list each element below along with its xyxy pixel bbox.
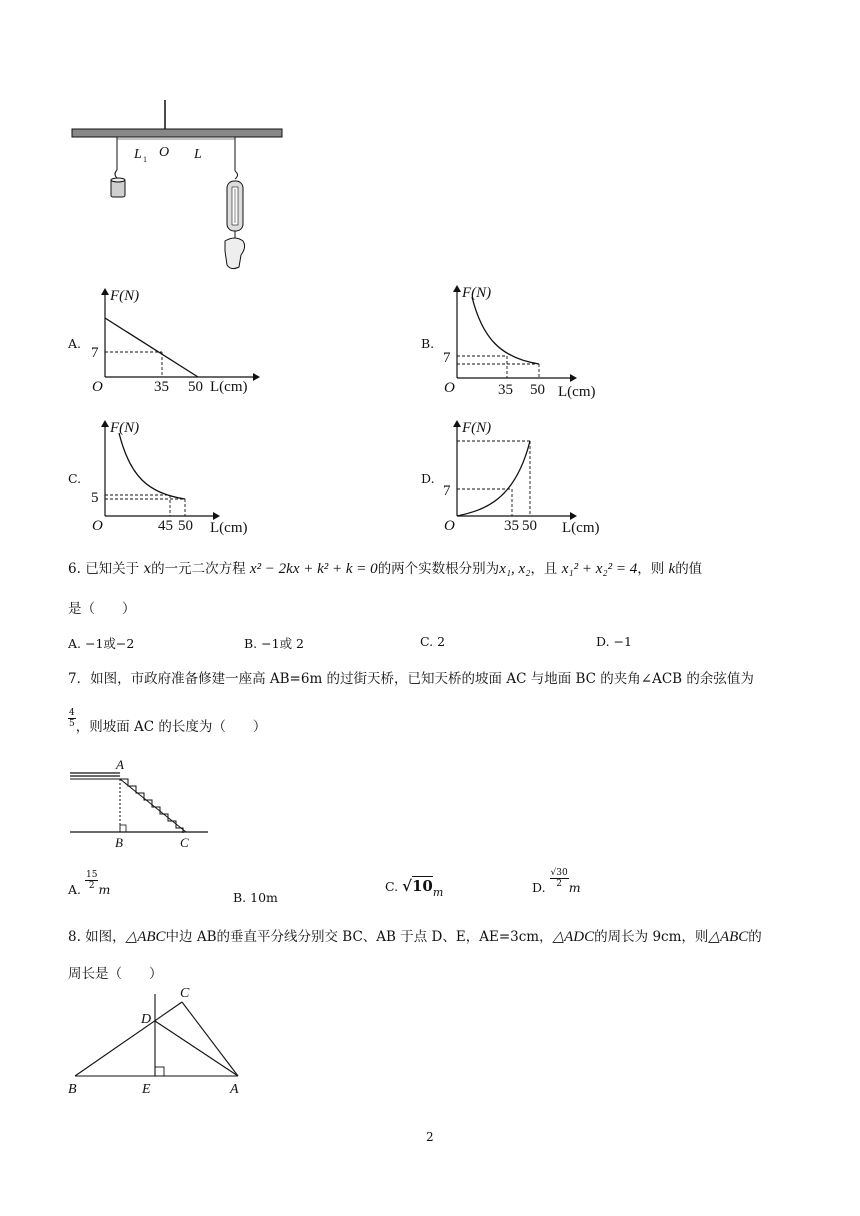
svg-text:O: O	[444, 518, 455, 534]
lever-label-o: O	[159, 145, 170, 160]
graph-a	[88, 285, 268, 397]
graph-c	[88, 415, 268, 535]
svg-text:B: B	[115, 835, 123, 850]
q6-line2: 是（ ）	[68, 601, 136, 617]
q7-line2: $\frac{4}{5}$ $_{,则坡面 AC 的长度为( )}$	[69, 708, 267, 735]
q7-option-a[interactable]: A. $\frac{15}{2}$ m	[68, 870, 111, 897]
page-number: 2	[426, 1130, 434, 1144]
graph-b	[440, 282, 620, 400]
svg-text:35: 35	[498, 382, 513, 398]
q8-triangle-figure	[62, 982, 262, 1102]
svg-text:C: C	[180, 986, 190, 1001]
svg-text:7: 7	[443, 350, 451, 366]
q6-equation: x² − 2kx + k² + k = 0	[249, 561, 378, 577]
svg-text:50: 50	[178, 518, 193, 534]
svg-text:A: A	[116, 758, 124, 772]
q8-line2: 周长是（ ）	[68, 966, 163, 982]
svg-text:45: 45	[158, 518, 173, 534]
svg-text:O: O	[444, 380, 455, 396]
graph-a-option: A.	[68, 336, 82, 351]
q6-roots: x₁, x₂	[499, 561, 531, 577]
q8-triangle-adc: △ADC	[552, 929, 595, 945]
svg-text:D: D	[141, 1012, 152, 1027]
svg-text:A: A	[230, 1082, 239, 1097]
q6-option-a[interactable]: A. −1或−2	[68, 636, 135, 651]
svg-text:1: 1	[143, 155, 147, 164]
svg-text:L(cm): L(cm)	[558, 384, 596, 400]
lever-label-l: L	[194, 147, 202, 162]
q7-line1: 7．如图，市政府准备修建一座高 AB=6m 的过街天桥，已知天桥的坡面 AC 与地面 BC 的夹角∠ACB 的余弦值为	[68, 671, 754, 687]
svg-text:35: 35	[504, 518, 519, 534]
svg-text:F(N): F(N)	[462, 420, 492, 436]
svg-text:F(N): F(N)	[110, 288, 140, 304]
svg-text:O: O	[92, 518, 103, 534]
svg-text:C: C	[180, 835, 189, 850]
svg-text:L(cm): L(cm)	[210, 379, 248, 395]
q8-line1: 8. 如图，△ABC中边 AB的垂直平分线分别交 BC、AB 于点 D、E，AE=3cm，△ADC的周长为 9cm，则△ABC的	[68, 929, 762, 945]
svg-text:F(N): F(N)	[110, 420, 140, 436]
q6-option-d[interactable]: D. −1	[596, 634, 632, 649]
q6-condition: x₁² + x₂² = 4	[561, 561, 638, 577]
graph-d-option: D.	[421, 471, 435, 486]
svg-text:50: 50	[522, 518, 537, 534]
svg-text:L(cm): L(cm)	[562, 520, 600, 535]
svg-text:E: E	[142, 1082, 151, 1097]
q7-option-b[interactable]: B. 10m	[233, 890, 278, 905]
lever-figure	[60, 95, 300, 275]
q8-triangle-abc: △ABC	[125, 929, 166, 945]
q6-line1: 6. 已知关于 x的一元二次方程 x² − 2kx + k² + k = 0的两个实数根分别为x₁, x₂，且 x₁² + x₂² = 4，则 k的值	[68, 561, 703, 577]
graph-c-option: C.	[68, 471, 82, 486]
svg-text:5: 5	[91, 490, 99, 506]
q7-cos-fraction: $\frac{4}{5}$	[69, 708, 75, 729]
svg-text:O: O	[92, 379, 103, 395]
q6-option-c[interactable]: C. 2	[420, 634, 446, 649]
lever-label-l1: L	[134, 147, 142, 162]
q7-option-d[interactable]: D. $\frac{√30}{2}$ m	[532, 868, 581, 895]
svg-text:50: 50	[188, 379, 203, 395]
svg-text:L(cm): L(cm)	[210, 520, 248, 535]
svg-text:F(N): F(N)	[462, 285, 492, 301]
q7-bridge-figure	[68, 758, 213, 853]
svg-text:7: 7	[91, 345, 99, 361]
graph-d	[440, 415, 620, 535]
svg-text:B: B	[68, 1082, 77, 1097]
q6-option-b[interactable]: B. −1或 2	[244, 636, 305, 651]
svg-text:7: 7	[443, 483, 451, 499]
svg-text:35: 35	[154, 379, 169, 395]
q7-option-c[interactable]: C. √10m	[385, 877, 444, 899]
graph-b-option: B.	[421, 336, 435, 351]
svg-text:50: 50	[530, 382, 545, 398]
